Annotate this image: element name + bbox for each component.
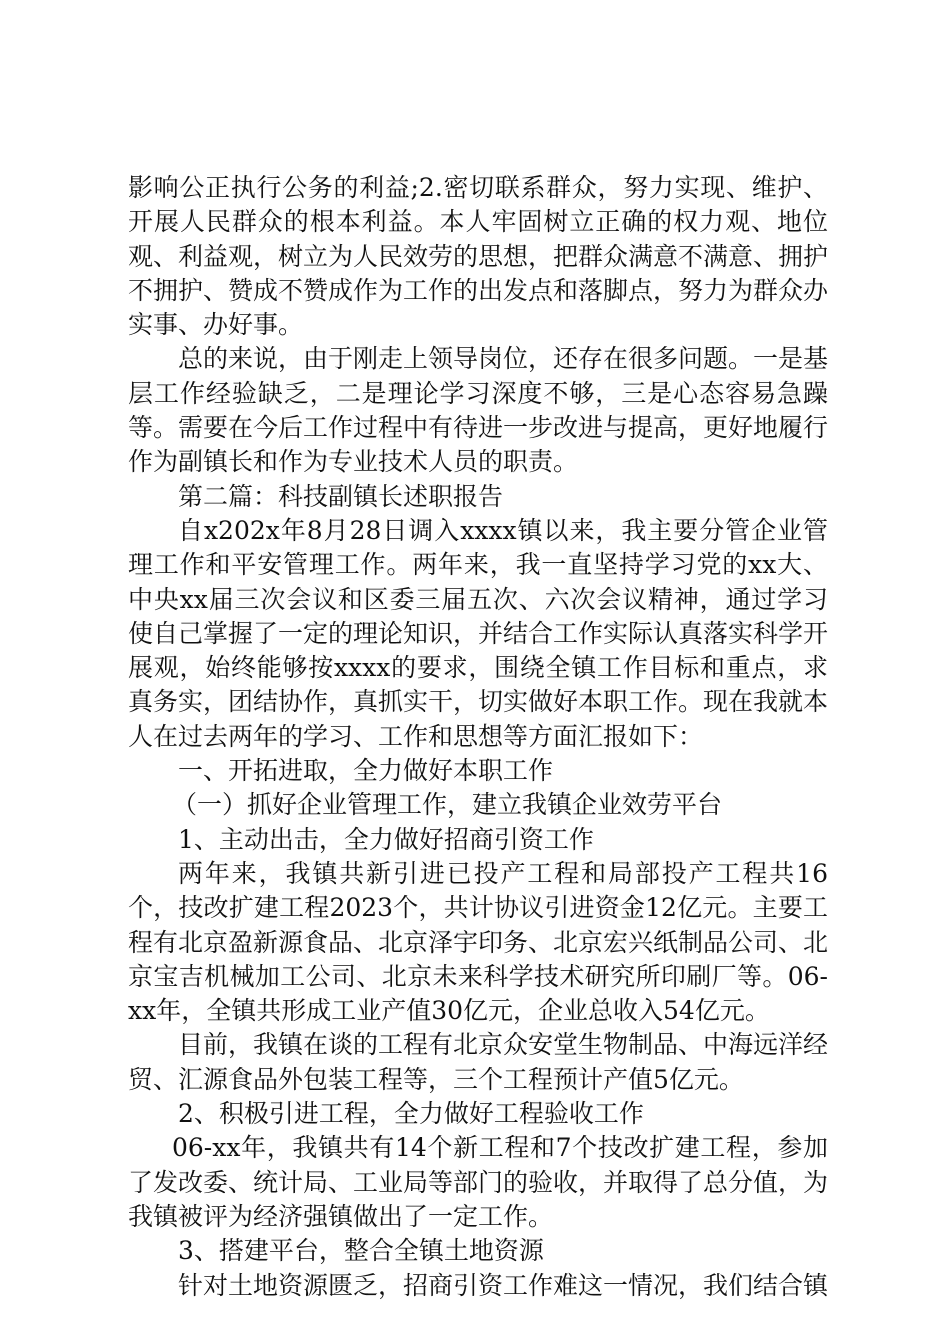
paragraph-intro: 自x202x年8月28日调入xxxx镇以来，我主要分管企业管理工作和平安管理工作。两年来，我一直坚持学习党的xx大、中央xx届三次会议和区委三届五次、六次会议精神，通过学习使自己掌握了一定的理论知识，并结合工作实际认真落实科学开展观，始终能够按xxxx的要求，围绕全镇工作目标和重点，求真务实，团结协作，真抓实干，切实做好本职工作。现在我就本人在过去两年的学习、工作和思想等方面汇报如下： (128, 515, 829, 751)
heading-level-1: 一、开拓进取，全力做好本职工作 (178, 756, 554, 786)
paragraph-acceptance: 06-xx年，我镇共有14个新工程和7个技改扩建工程，参加了发改委、统计局、工业局等部门的验收，并取得了总分值，为我镇被评为经济强镇做出了一定工作。 (128, 1133, 829, 1231)
paragraph-continuation: 影响公正执行公务的利益;2.密切联系群众，努力实现、维护、开展人民群众的根本利益。本人牢固树立正确的权力观、地位观、利益观，树立为人民效劳的思想，把群众满意不满意、拥护不拥护、赞成不赞成作为工作的出发点和落脚点，努力为群众办实事、办好事。 (128, 173, 829, 340)
paragraph-summary: 总的来说，由于刚走上领导岗位，还存在很多问题。一是基层工作经验缺乏，二是理论学习深度不够，三是心态容易急躁等。需要在今后工作过程中有待进一步改进与提高，更好地履行作为副镇长和作为专业技术人员的职责。 (128, 344, 829, 477)
heading-level-3-investment: 1、主动出击，全力做好招商引资工作 (178, 824, 594, 854)
paragraph-negotiation: 目前，我镇在谈的工程有北京众安堂生物制品、中海远洋经贸、汇源食品外包装工程等，三个工程预计产值5亿元。 (128, 1030, 829, 1094)
heading-level-2: （一）抓好企业管理工作，建立我镇企业效劳平台 (172, 790, 723, 820)
paragraph-land: 针对土地资源匮乏，招商引资工作难这一情况，我们结合镇 (178, 1270, 829, 1300)
section-title: 第二篇：科技副镇长述职报告 (178, 481, 504, 511)
document-body (128, 171, 828, 1303)
heading-level-3-land: 3、搭建平台，整合全镇土地资源 (178, 1236, 544, 1266)
paragraph-investment: 两年来，我镇共新引进已投产工程和局部投产工程共16个，技改扩建工程2023个，共计协议引进资金12亿元。主要工程有北京盈新源食品、北京泽宇印务、北京宏兴纸制品公司、北京宝吉机械加工公司、北京未来科学技术研究所印刷厂等。06-xx年，全镇共形成工业产值30亿元，企业总收入54亿元。 (128, 858, 829, 1026)
heading-level-3-acceptance: 2、积极引进工程，全力做好工程验收工作 (178, 1099, 644, 1129)
